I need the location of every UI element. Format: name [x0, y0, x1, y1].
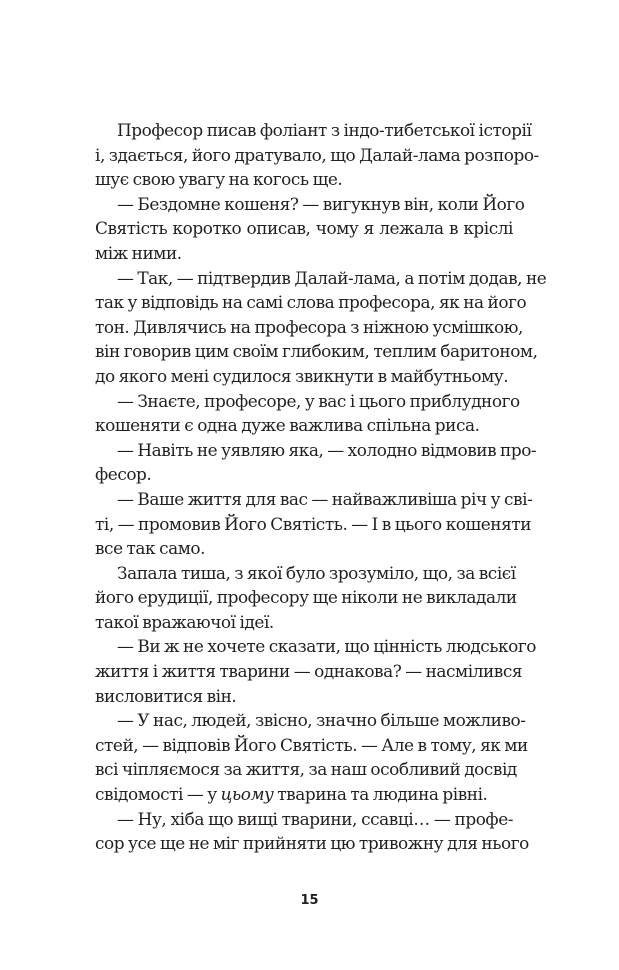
text-line: — Навіть не уявляю яка, — холодно відмовив про-	[117, 439, 537, 460]
text-line: фесор.	[95, 464, 152, 485]
text-line: і, здається, його дратувало, що Далай-лама розпоро-	[95, 144, 539, 165]
text-line: — Ви ж не хочете сказати, що цінність людського	[117, 636, 536, 657]
text-line: кошеняти є одна дуже важлива спільна риса.	[95, 415, 480, 436]
text-line: він говорив цим своїм глибоким, теплим баритоном,	[95, 341, 538, 362]
emphasis-text: цьому	[220, 784, 274, 805]
text-line: все так само.	[95, 538, 206, 559]
text-line: — Бездомне кошеня? — вигукнув він, коли Його	[117, 193, 525, 214]
text-line: життя і життя тварини — однакова? — насмілився	[95, 661, 523, 682]
text-line: всі чіпляємося за життя, за наш особливий досвід	[95, 759, 517, 780]
body-text	[95, 118, 547, 856]
text-line: висловитися він.	[95, 685, 237, 706]
text-line: — У нас, людей, звісно, значно більше можливо-	[117, 710, 526, 731]
text-line: шує свою увагу на когось ще.	[95, 169, 343, 190]
text-line: — Знаєте, професоре, у вас і цього приблудного	[117, 390, 520, 411]
text-line: ті, — промовив Його Святість. — І в цього кошеняти	[95, 513, 532, 534]
text-segment: тварина та людина рівні.	[273, 784, 488, 805]
text-line: такої вражаючої ідеї.	[95, 611, 274, 632]
text-line: так у відповідь на самі слова професора, як на його	[95, 292, 527, 313]
text-line: Запала тиша, з якої було зрозуміло, що, за всієї	[117, 562, 516, 583]
text-line: — Так, — підтвердив Далай-лама, а потім додав, не	[117, 267, 547, 288]
text-segment: свідомості — у	[95, 784, 221, 805]
text-line: Святість коротко описав, чому я лежала в кріслі	[95, 218, 513, 239]
text-line: — Ваше життя для вас — найважливіша річ у сві-	[117, 488, 533, 509]
text-line: стей, — відповів Його Святість. — Але в тому, як ми	[95, 734, 528, 755]
text-line: між ними.	[95, 242, 182, 263]
text-line	[95, 782, 513, 807]
text-line: тон. Дивлячись на професора з ніжною усмішкою,	[95, 316, 523, 337]
text-line: його ерудиції, професору ще ніколи не викладали	[95, 587, 517, 608]
text-line: Професор писав фоліант з індо-тибетської історії	[117, 120, 532, 140]
text-line: — Ну, хіба що вищі тварини, ссавці… — профе-	[117, 808, 513, 829]
text-line: до якого мені судилося звикнути в майбутньому.	[95, 365, 509, 386]
text-line: сор усе ще не міг прийняти цю тривожну для нього	[95, 833, 529, 854]
page-number: 15	[300, 893, 319, 908]
